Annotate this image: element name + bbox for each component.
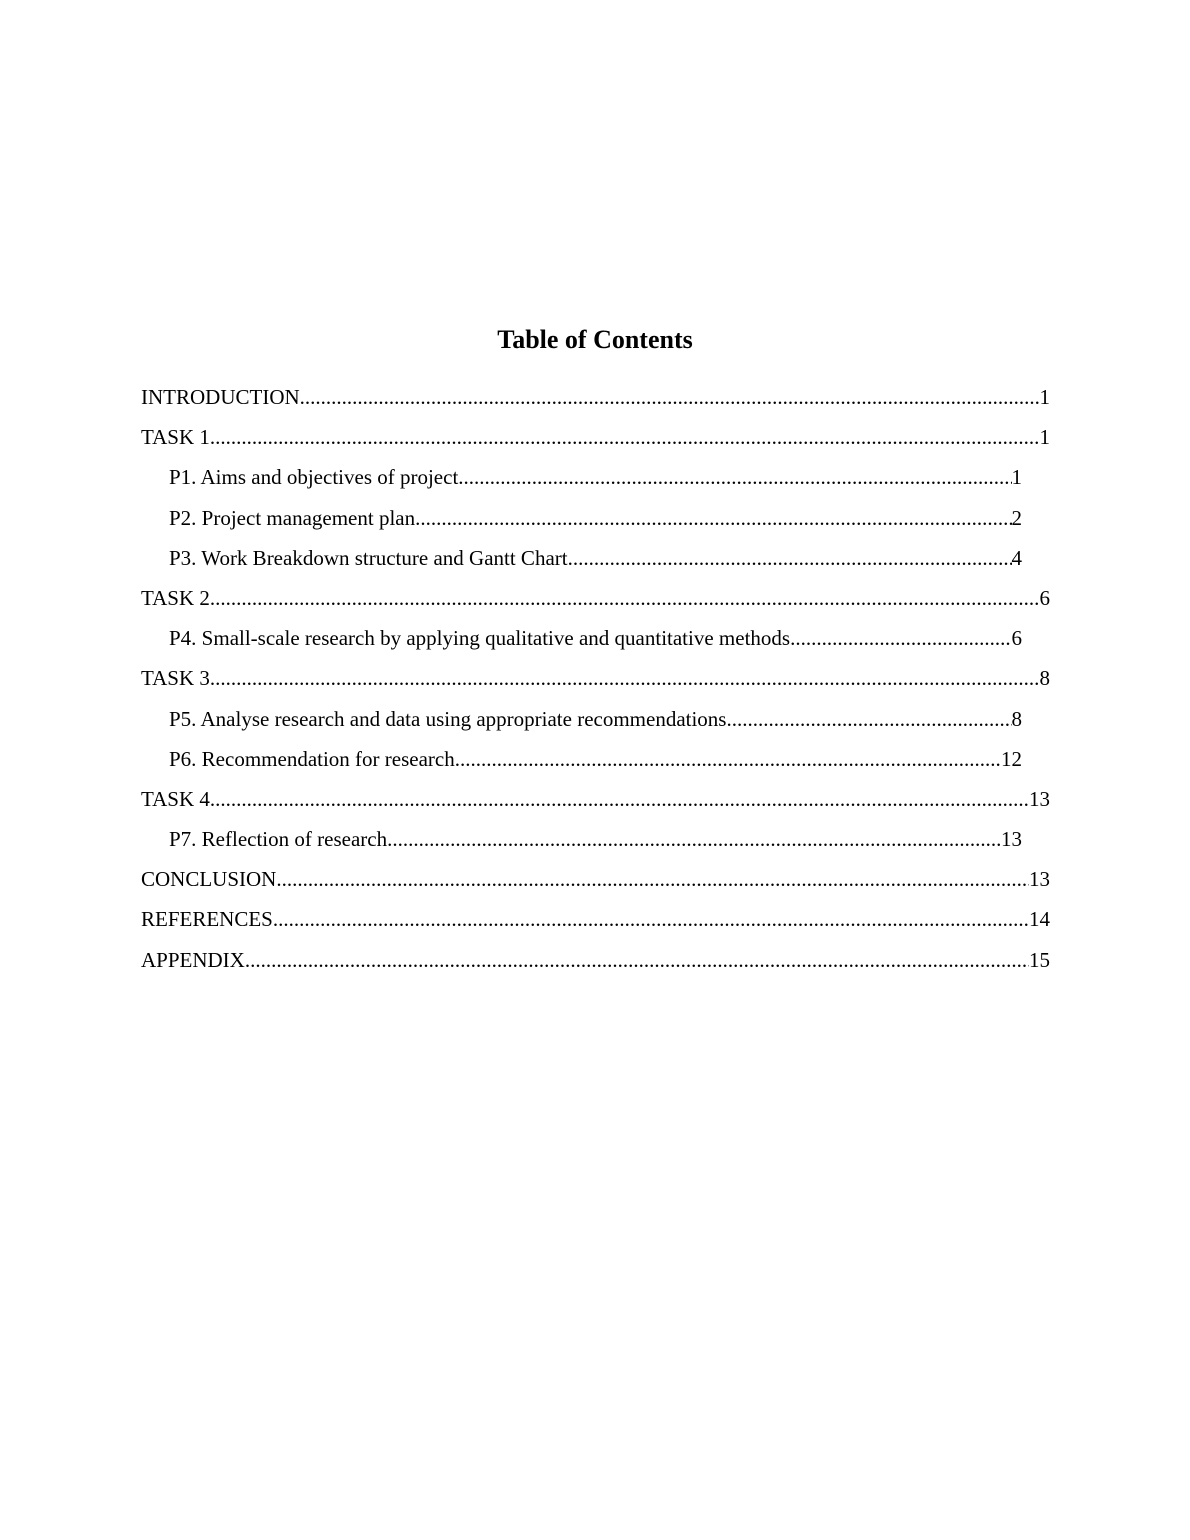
- toc-entry-label: P7. Reflection of research: [169, 827, 388, 852]
- toc-entry-page: 4: [1011, 545, 1022, 570]
- dot-leader: [210, 582, 1040, 614]
- toc-entry-page: 14: [1029, 907, 1050, 932]
- dot-leader: [245, 944, 1029, 976]
- dot-leader: [210, 783, 1029, 815]
- toc-entry-label: P5. Analyse research and data using appropriate recommendations: [169, 706, 727, 731]
- table-of-contents: [0, 381, 1190, 984]
- toc-entry-label: P2. Project management plan: [169, 505, 416, 530]
- page-title: Table of Contents: [497, 325, 693, 354]
- toc-entry-task-3[interactable]: [141, 662, 1050, 702]
- toc-entry-task-1[interactable]: [141, 421, 1050, 461]
- toc-entry-page: 1: [1039, 425, 1050, 450]
- dot-leader: [455, 743, 1001, 775]
- dot-leader: [790, 622, 1011, 654]
- toc-entry-page: 6: [1039, 585, 1050, 610]
- toc-entry-label: P1. Aims and objectives of project: [169, 465, 459, 490]
- toc-entry-label: TASK 3: [141, 666, 210, 691]
- toc-entry-task-4[interactable]: [141, 783, 1050, 823]
- dot-leader: [458, 461, 1011, 493]
- toc-entry-label: TASK 4: [141, 786, 210, 811]
- toc-entry-page: 13: [1001, 827, 1022, 852]
- toc-entry-page: 8: [1039, 666, 1050, 691]
- toc-entry-conclusion[interactable]: [141, 863, 1050, 903]
- toc-entry-label: CONCLUSION: [141, 867, 277, 892]
- toc-entry-page: 6: [1011, 626, 1022, 651]
- dot-leader: [210, 421, 1040, 453]
- toc-entry-page: 1: [1011, 465, 1022, 490]
- dot-leader: [276, 863, 1029, 895]
- toc-entry-task-2[interactable]: [141, 582, 1050, 622]
- dot-leader: [300, 381, 1040, 413]
- dot-leader: [415, 502, 1011, 534]
- toc-entry-label: TASK 2: [141, 585, 210, 610]
- dot-leader: [568, 542, 1012, 574]
- toc-entry-label: P3. Work Breakdown structure and Gantt Chart: [169, 545, 568, 570]
- toc-entry-p2[interactable]: [169, 502, 1022, 542]
- toc-entry-label: APPENDIX: [141, 947, 245, 972]
- toc-entry-page: 13: [1029, 786, 1050, 811]
- toc-entry-p3[interactable]: [169, 542, 1022, 582]
- dot-leader: [273, 903, 1029, 935]
- toc-entry-appendix[interactable]: [141, 944, 1050, 984]
- toc-entry-page: 15: [1029, 947, 1050, 972]
- toc-entry-label: P4. Small-scale research by applying qualitative and quantitative methods: [169, 626, 791, 651]
- toc-entry-label: INTRODUCTION: [141, 385, 300, 409]
- toc-entry-p1[interactable]: [169, 461, 1022, 501]
- dot-leader: [210, 662, 1040, 694]
- toc-entry-label: REFERENCES: [141, 907, 273, 932]
- toc-entry-page: 13: [1029, 867, 1050, 892]
- toc-entry-references[interactable]: [141, 903, 1050, 943]
- toc-entry-p6[interactable]: [169, 743, 1022, 783]
- toc-entry-p7[interactable]: [169, 823, 1022, 863]
- toc-entry-page: 2: [1011, 505, 1022, 530]
- dot-leader: [387, 823, 1001, 855]
- toc-entry-label: P6. Recommendation for research: [169, 746, 455, 771]
- toc-entry-p4[interactable]: [169, 622, 1022, 662]
- toc-entry-introduction[interactable]: [141, 381, 1050, 421]
- toc-entry-page: 12: [1001, 746, 1022, 771]
- dot-leader: [726, 703, 1011, 735]
- toc-entry-page: 8: [1011, 706, 1022, 731]
- toc-entry-page: 1: [1039, 385, 1050, 409]
- toc-entry-label: TASK 1: [141, 425, 210, 450]
- toc-entry-p5[interactable]: [169, 703, 1022, 743]
